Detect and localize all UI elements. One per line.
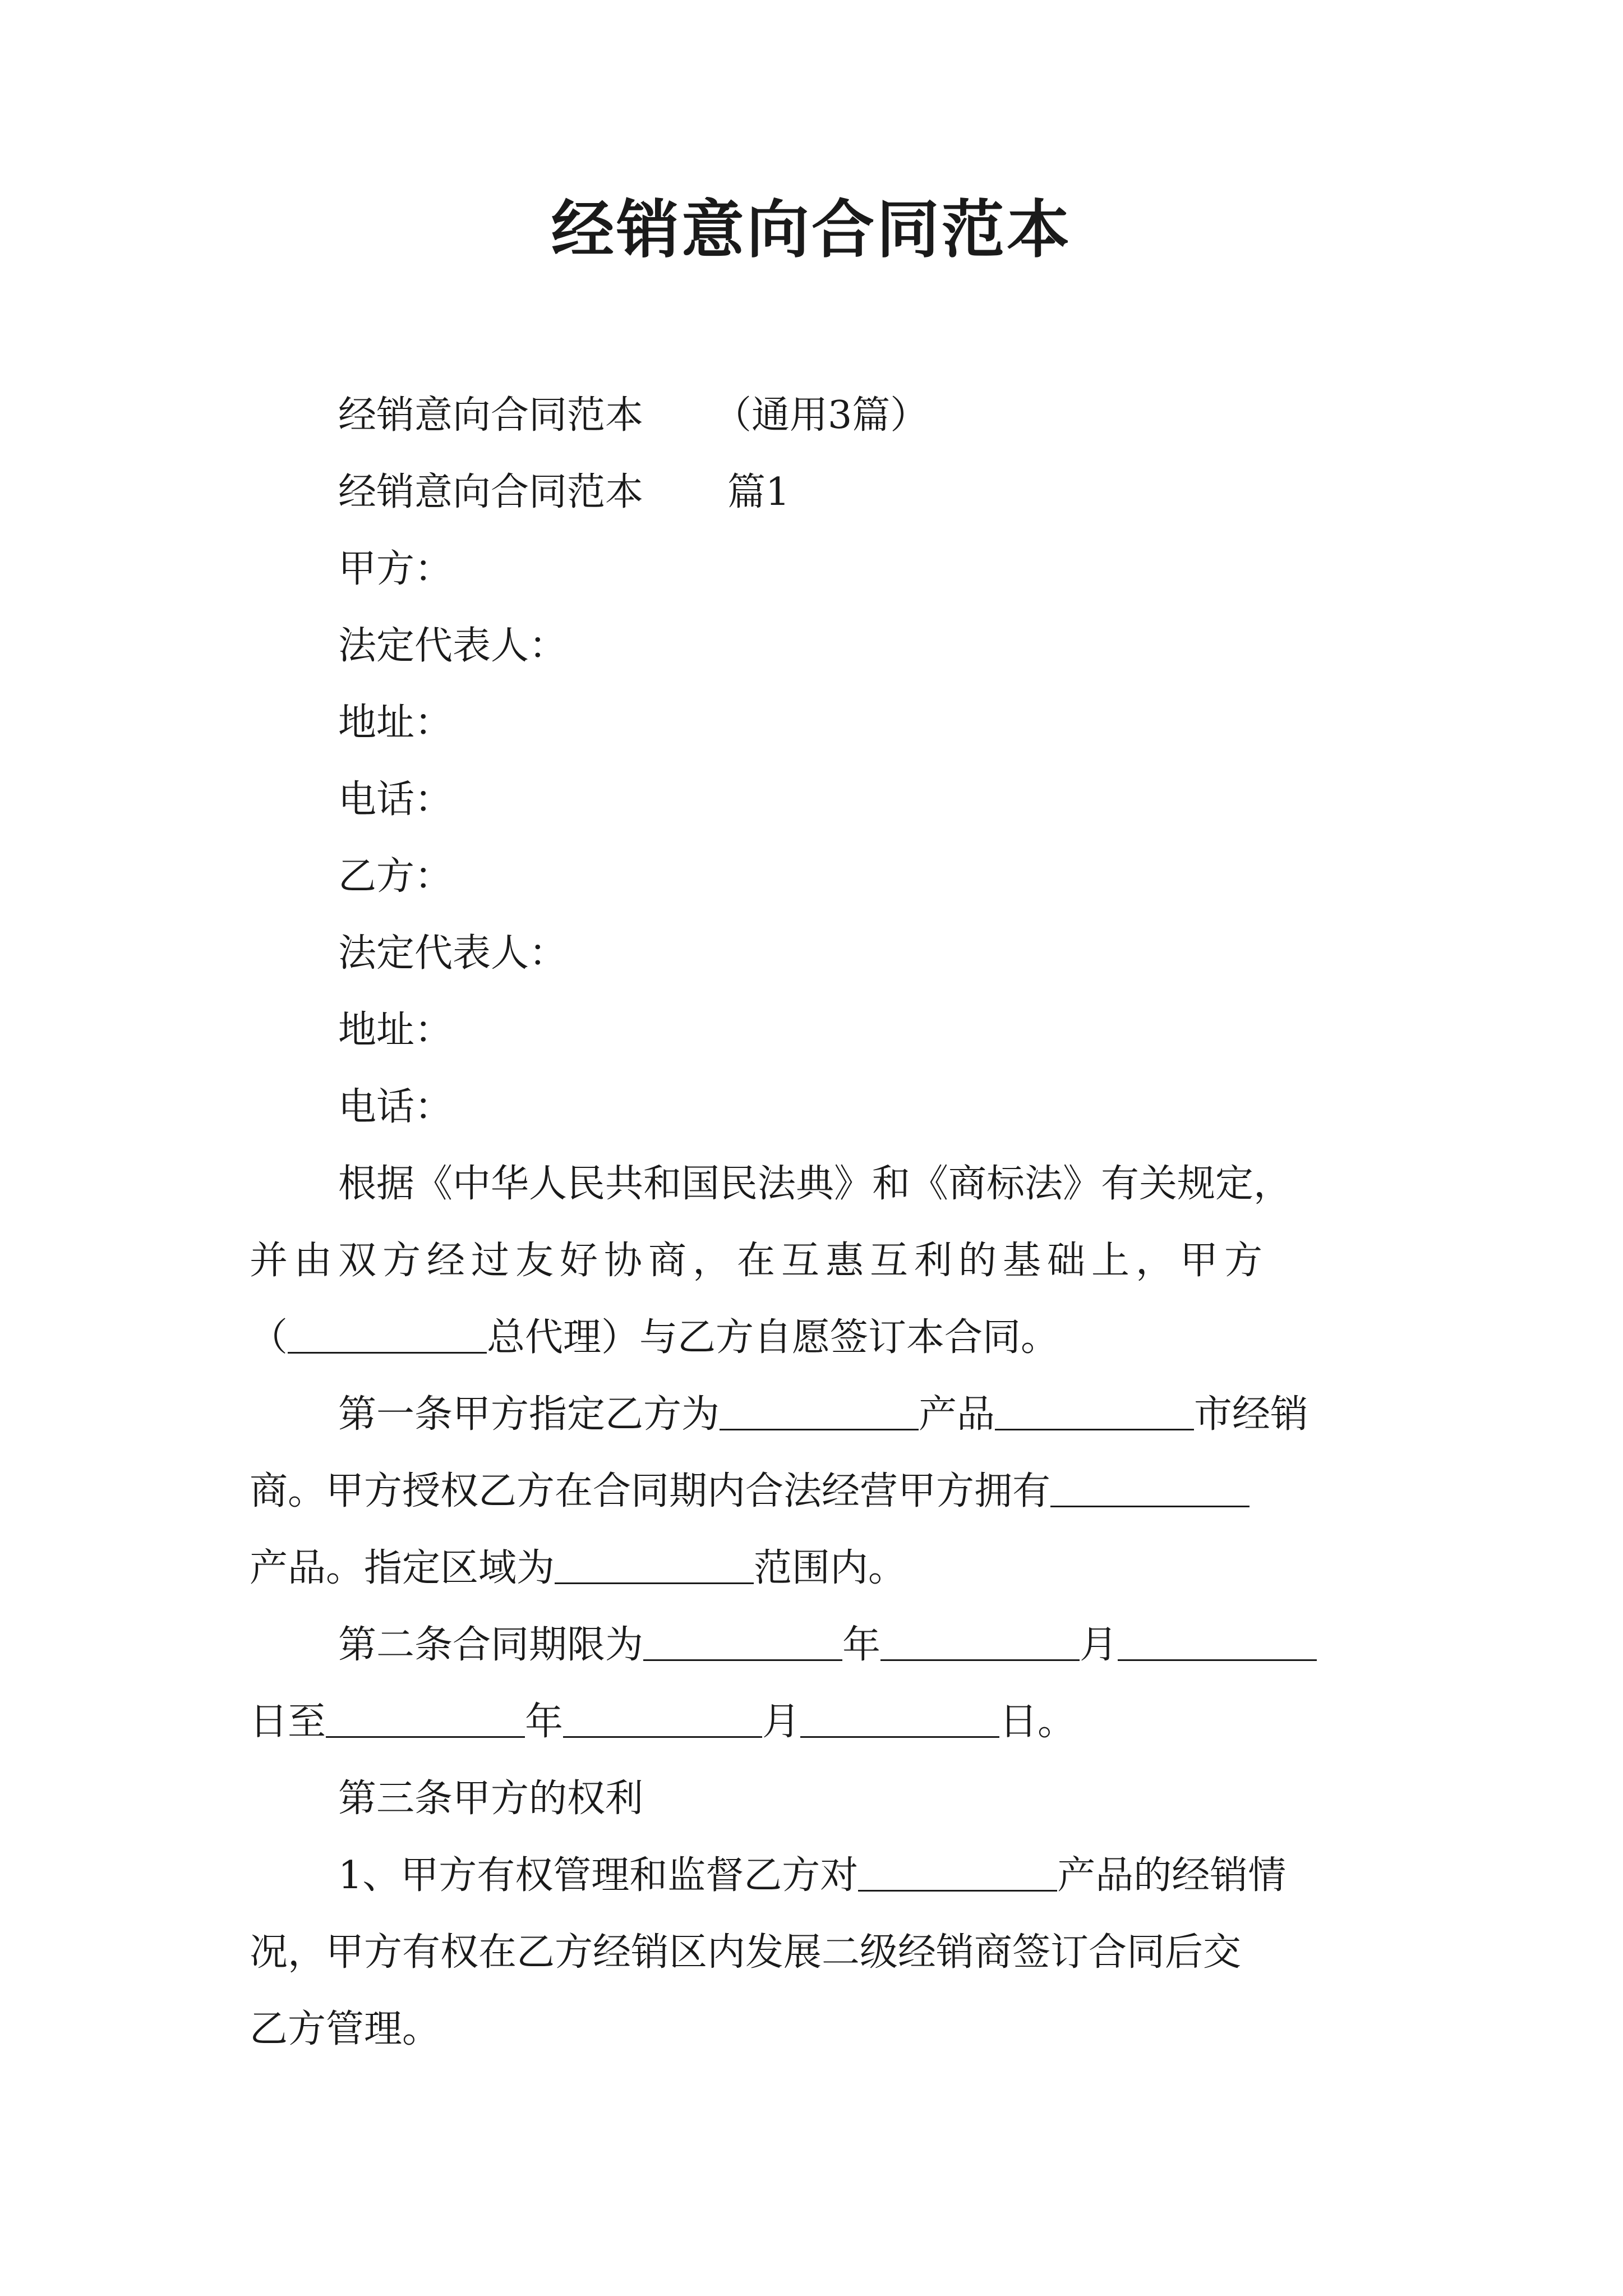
article3-item1-line-3 — [250, 1991, 1385, 2068]
blank-field — [288, 1313, 487, 1354]
article2-text-2d: 日。 — [999, 1700, 1076, 1744]
article2-text-1a: 第二条合同期限为 — [338, 1623, 644, 1667]
article1-text-3b: 范围内。 — [754, 1546, 907, 1590]
blank-field — [858, 1851, 1057, 1892]
article3-text-1b: 产品的经销情 — [1057, 1853, 1287, 1898]
article3-item1-line-1 — [250, 1837, 1385, 1914]
intro-line-3 — [250, 1299, 1385, 1376]
article3-text-3: 乙方管理。 — [250, 2007, 441, 2051]
article2-text-2c: 月 — [762, 1700, 801, 1744]
blank-field — [720, 1389, 919, 1430]
party-b-rep-label: 法定代表人： — [338, 931, 568, 976]
article2-text-2b: 年 — [525, 1700, 564, 1744]
intro-text-3b: 总代理）与乙方自愿签订本合同。 — [487, 1315, 1059, 1360]
article1-text-1b: 产品 — [919, 1392, 995, 1437]
intro-text-2: 并由双方经过友好协商，在互惠互利的基础上，甲方 — [250, 1239, 1269, 1283]
intro-line-1 — [250, 1145, 1385, 1222]
article1-text-2: 商。甲方授权乙方在合同期内合法经营甲方拥有 — [250, 1469, 1051, 1513]
section-note: 篇1 — [727, 470, 790, 514]
document-body — [250, 377, 1385, 2068]
section-line — [250, 454, 1385, 531]
article1-line-3 — [250, 1530, 1385, 1607]
intro-text-3a: （ — [250, 1315, 288, 1360]
party-b-address-label: 地址： — [338, 1008, 453, 1052]
document-title: 经销意向合同范本 — [551, 193, 1072, 266]
article2-text-1c: 月 — [1080, 1623, 1118, 1667]
blank-field — [880, 1620, 1080, 1661]
blank-field — [555, 1543, 754, 1584]
section-name: 经销意向合同范本 — [338, 470, 644, 514]
article1-text-1a: 第一条甲方指定乙方为 — [338, 1392, 720, 1437]
party-b-phone-label: 电话： — [338, 1085, 453, 1129]
intro-text-1: 根据《中华人民共和国民法典》和《商标法》有关规定， — [338, 1162, 1292, 1206]
blank-field — [800, 1697, 999, 1738]
blank-field — [643, 1620, 842, 1661]
article3-heading: 第三条甲方的权利 — [338, 1777, 644, 1821]
article3-item1-line-2 — [250, 1914, 1385, 1991]
article1-line-2 — [250, 1453, 1385, 1530]
article2-text-1b: 年 — [842, 1623, 881, 1667]
intro-line-2 — [250, 1222, 1385, 1299]
party-b-label: 乙方： — [338, 854, 453, 899]
subtitle-line — [250, 377, 1385, 454]
blank-field — [995, 1389, 1194, 1430]
subtitle-note: （通用3篇） — [713, 393, 929, 438]
article3-text-1a: 1、甲方有权管理和监督乙方对 — [338, 1853, 859, 1898]
article1-text-1c: 市经销 — [1194, 1392, 1309, 1437]
article2-line-1 — [250, 1607, 1385, 1683]
article2-text-2a: 日至 — [250, 1700, 326, 1744]
subtitle-name: 经销意向合同范本 — [338, 393, 644, 438]
blank-field — [563, 1697, 762, 1738]
article1-text-3a: 产品。指定区域为 — [250, 1546, 555, 1590]
party-a-rep-label: 法定代表人： — [338, 624, 568, 668]
article2-line-2 — [250, 1683, 1385, 1760]
blank-field — [326, 1697, 525, 1738]
article3-text-2: 况，甲方有权在乙方经销区内发展二级经销商签订合同后交 — [250, 1930, 1242, 1975]
party-a-phone-label: 电话： — [338, 777, 453, 822]
article1-line-1 — [250, 1376, 1385, 1453]
blank-field — [1118, 1620, 1317, 1661]
blank-field — [1050, 1466, 1249, 1507]
party-a-label: 甲方： — [338, 547, 453, 591]
party-a-address-label: 地址： — [338, 701, 453, 745]
